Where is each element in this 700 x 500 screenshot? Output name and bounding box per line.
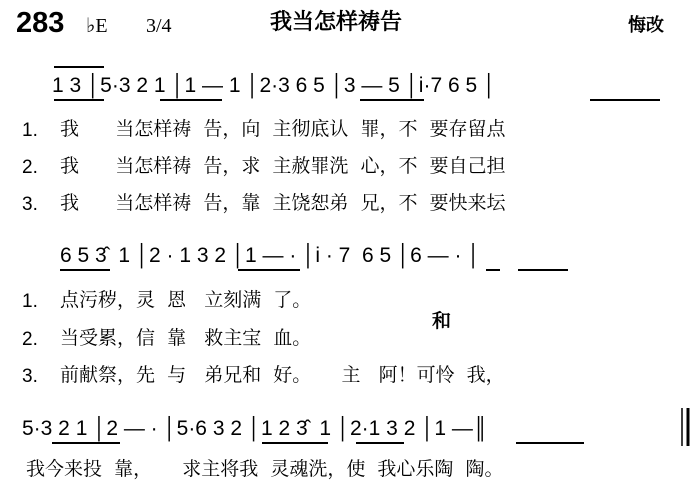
verse-number: 3. — [22, 366, 38, 387]
verse-number: 1. — [22, 120, 38, 141]
notation-line-1: 1 3 │5·3 2 1 │1 — 1 │2·3 6 5 │3 — 5 │i·7 6 5 │ — [52, 74, 497, 97]
refrain-word: 和 — [432, 310, 452, 332]
verse-number: 2. — [22, 157, 38, 178]
lyric-line: 当受累，信 靠 救主宝 血。 — [60, 327, 312, 349]
verse-number: 3. — [22, 194, 38, 215]
time-signature: 3/4 — [146, 15, 172, 37]
verse-number: 1. — [22, 291, 38, 312]
lyric-line: 我今来投 靠， 求主将我 灵魂洗，使 我心乐陶 陶。 — [26, 458, 504, 480]
lyric-line: 我 当怎样祷 告，靠 主饶恕弟 兄，不 要快来坛 — [60, 192, 506, 214]
lyric-line: 我 当怎样祷 告，向 主彻底认 罪，不 要存留点 — [60, 118, 506, 140]
lyric-line: 前献祭，先 与 弟兄和 好。 主 阿！可怜 我， — [60, 364, 505, 386]
hymn-title: 我当怎样祷告 — [270, 10, 403, 35]
verse-number: 2. — [22, 329, 38, 350]
notation-line-2: 6 5 3̂ 1 │2 · 1 3 2 │1 — · │i · 7 6 5 │6 — · │ — [60, 244, 481, 267]
lyric-line: 点污秽，灵 恩 立刻满 了。 — [60, 289, 312, 311]
category-label: 悔改 — [628, 15, 664, 36]
lyric-line: 我 当怎样祷 告，求 主赦罪洗 心，不 要自己担 — [60, 155, 506, 177]
key-signature: ♭E — [86, 15, 108, 37]
hymn-number: 283 — [16, 7, 65, 39]
notation-line-3: 5·3 2 1 │2 — · │5·6 3 2 │1 2 3̂ 1 │2·1 3 2 │1 —║ — [22, 417, 488, 440]
